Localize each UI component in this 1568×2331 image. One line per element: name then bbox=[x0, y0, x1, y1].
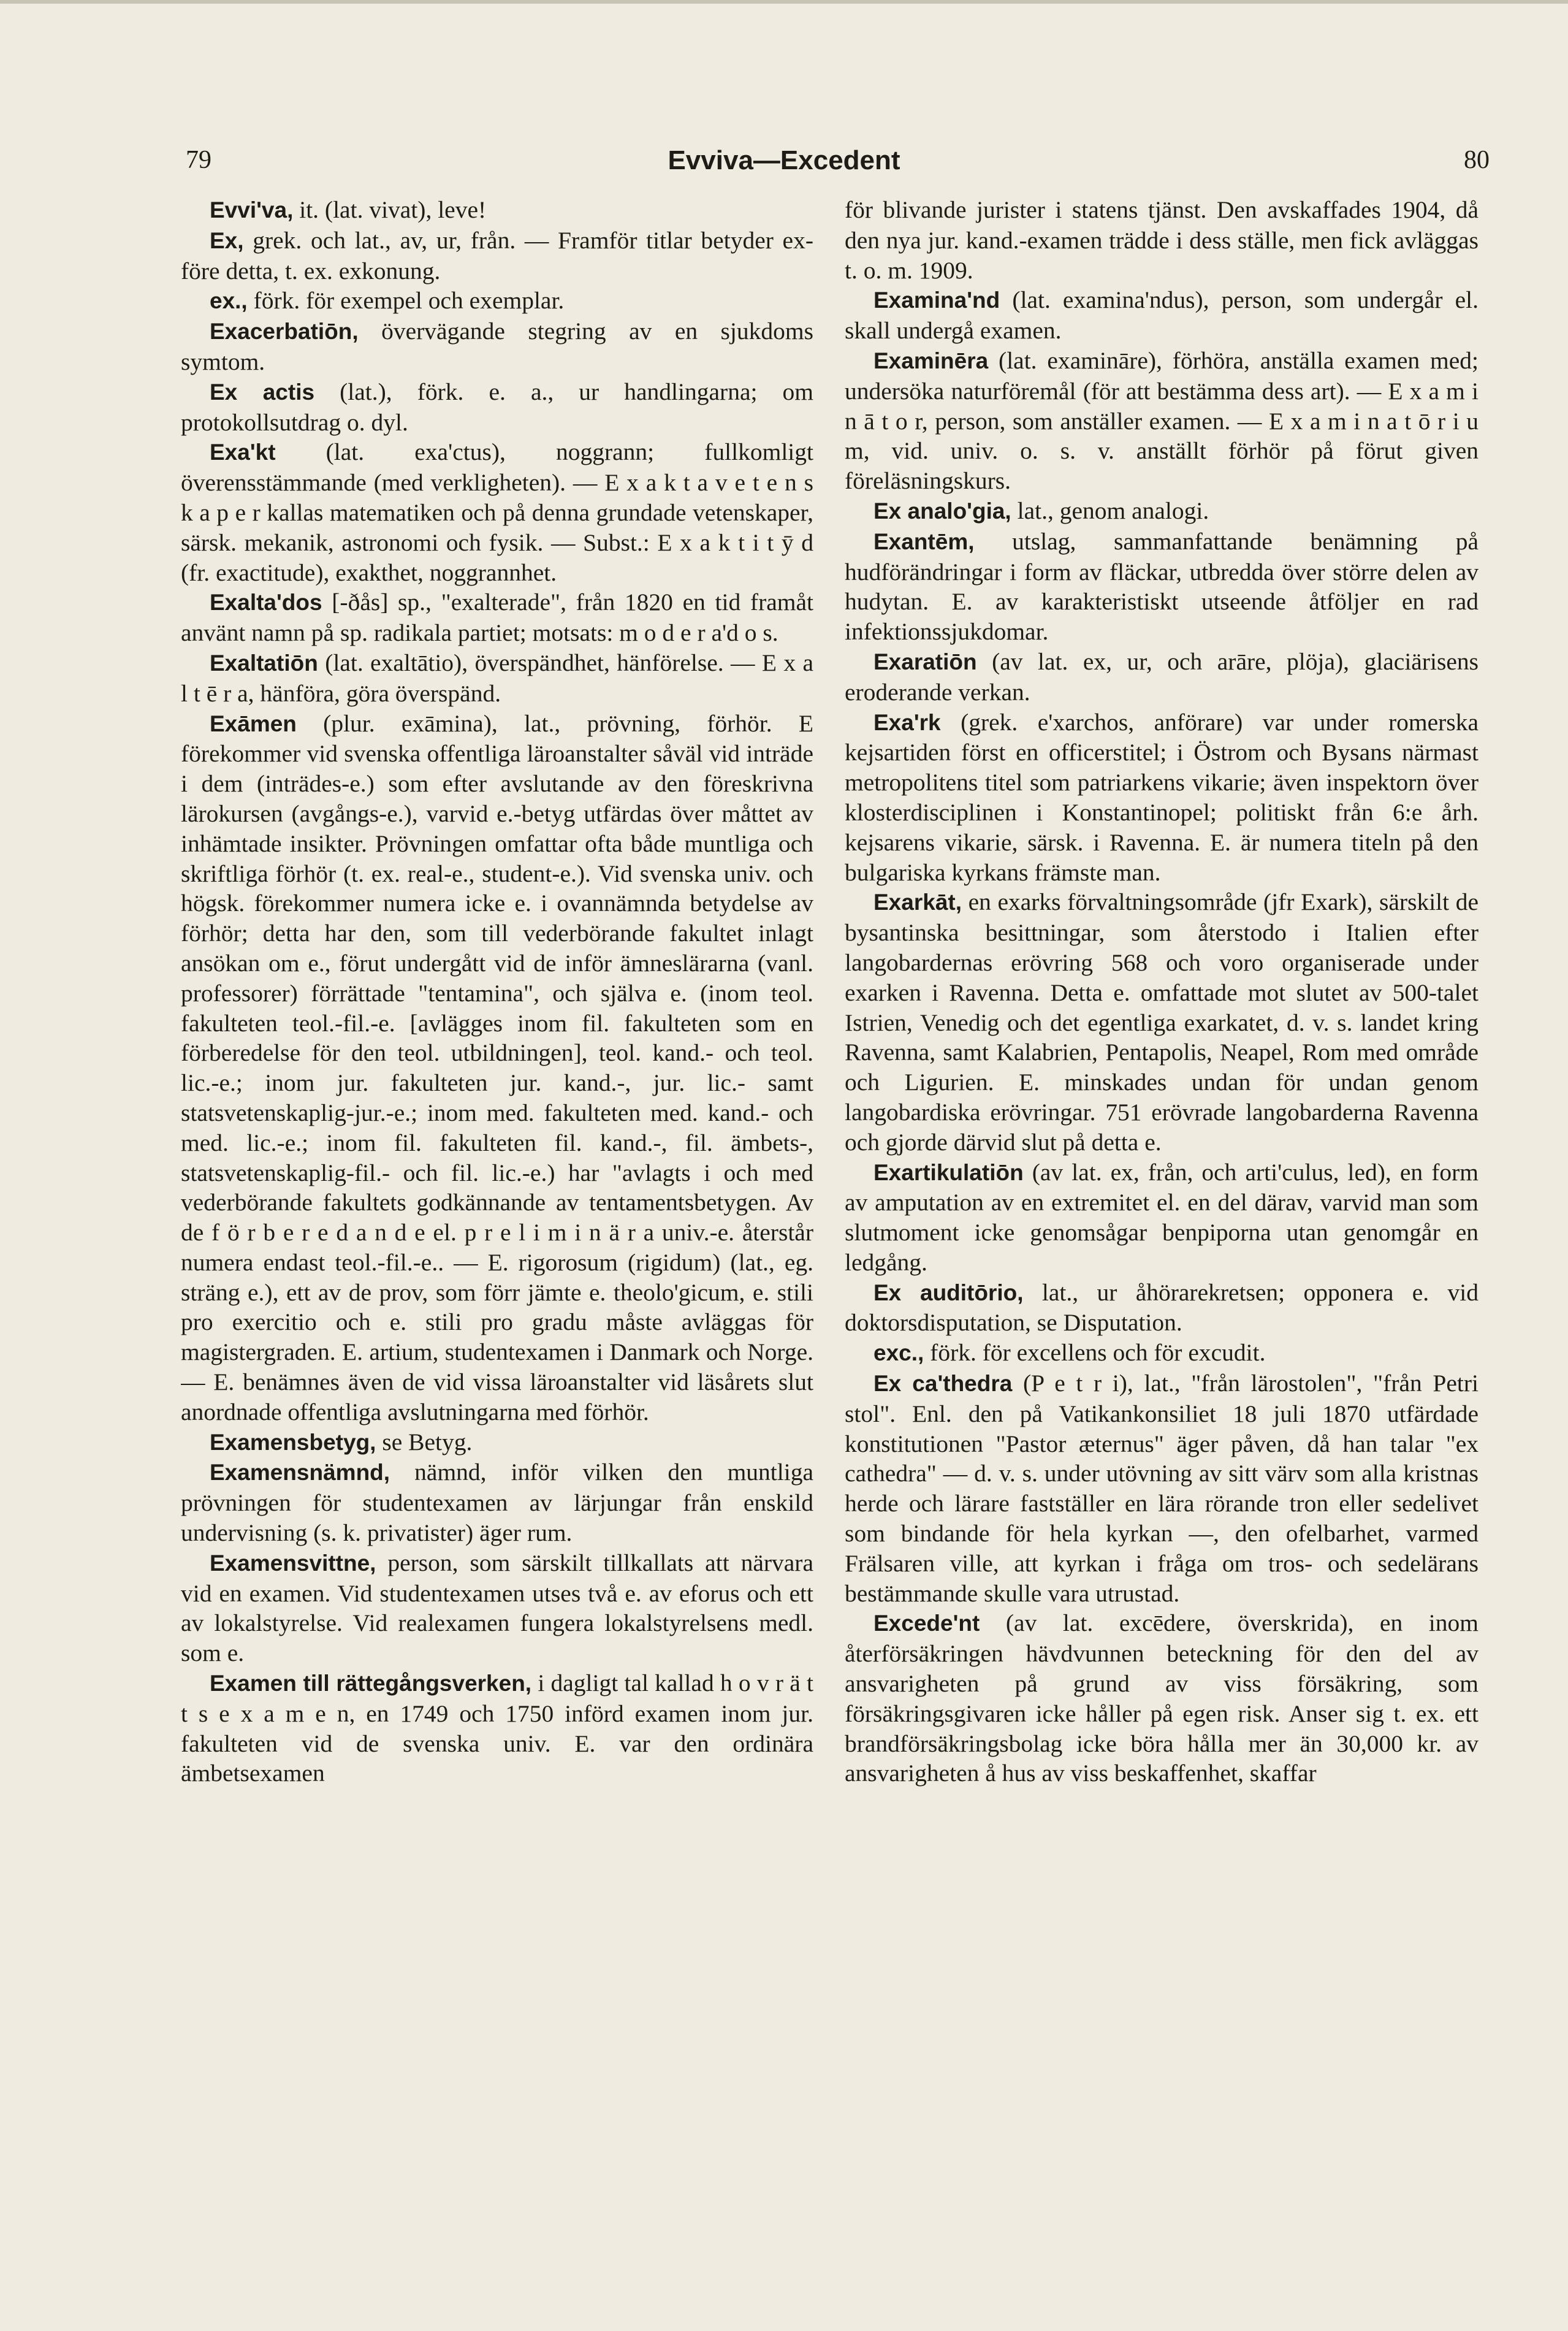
definition: utslag, sammanfattande benämning på hudförändringar i form av fläckar, utbredda över större delen av hudytan. E. av karakteristiskt utseende åtföljer en rad infektionssjukdomar. bbox=[845, 527, 1479, 646]
headword: Exacerbatiōn, bbox=[210, 319, 359, 345]
headword: Examina'nd bbox=[873, 288, 1000, 313]
definition: lat., ur åhörarekretsen; opponera e. vid doktorsdisputation, se Disputation. bbox=[845, 1278, 1479, 1337]
entry-exakt bbox=[181, 437, 813, 587]
headword: Examen till rättegångsverken, bbox=[210, 1671, 532, 1696]
headword: Exa'kt bbox=[210, 440, 276, 465]
headword: Ex actis bbox=[210, 379, 315, 405]
headword: Exantēm, bbox=[873, 528, 975, 554]
entry-examensnamnd bbox=[181, 1457, 813, 1547]
headword: Exartikulatiōn bbox=[873, 1159, 1024, 1185]
headword: Exarkāt, bbox=[873, 890, 962, 915]
entry-examensbetyg bbox=[181, 1427, 813, 1458]
definition: förk. för exempel och exemplar. bbox=[247, 287, 565, 315]
entry-examinera bbox=[845, 346, 1479, 496]
headword: Ex auditōrio, bbox=[873, 1280, 1024, 1305]
definition: i dagligt tal kallad h o v r ä t t s e x a m e n, en 1749 och 1750 införd examen inom jur. fakulteten vid de svenska univ. E. var den ordinära ämbetsexamen bbox=[181, 1669, 813, 1787]
entry-exantem bbox=[845, 527, 1479, 647]
entry-exc bbox=[845, 1338, 1479, 1368]
definition: lat., genom analogi. bbox=[1011, 497, 1209, 524]
definition: (lat. exaltātio), överspändhet, hänförelse. — E x a l t ē r a, hänföra, göra överspänd. bbox=[181, 649, 813, 707]
headword: Examensnämnd, bbox=[210, 1460, 390, 1486]
headword: Exāmen bbox=[210, 711, 297, 736]
definition: (lat.), förk. e. a., ur handlingarna; om protokollsutdrag o. dyl. bbox=[181, 378, 813, 436]
definition: (plur. exāmina), lat., prövning, förhör. E förekommer vid svenska offentliga läroanstalter såväl vid inträde i dem (inträdes-e.) som efter avslutande av den föreskrivna lärokursen (avgångs-e.), varvid e.-betyg utfärdas över måttet av inhämtade insikter. Prövningen omfattar ofta både muntliga och skriftliga förhör (t. ex. real-e., student-e.). Vid svenska univ. och högsk. förekommer numera icke e. i ovannämnda betydelse av förhör; detta har den, som till vederbörande fakultet inlagt ansökan om e., förut undergått vid de inför ämneslärarna (vanl. professorer) förrättade "tentamina", och själva e. (inom teol. fakulteten teol.-fil.-e. [avlägges inom fil. fakulteten som en förberedelse för den teol. utbildningen], teol. kand.- och teol. lic.-e.; inom jur. fakulteten jur. kand.-, jur. lic.- samt statsvetenskaplig-jur.-e.; inom med. fakulteten med. kand.- och med. lic.-e.; inom fil. fakulteten fil. kand.-, fil. ämbets-, statsvetenskaplig-fil.- och fil. lic.-e.) har "avlagts i och med vederbörande fakultets godkännande av tentamentsbetygen. Av de f ö r b e r e d a n d e el. p r e l i m i n ä r a univ.-e. återstår numera endast teol.-fil.-e.. — E. rigorosum (rigidum) (lat., eg. sträng e.), ett av de prov, som förr jämte e. theolo'gicum, e. stili pro exercitio och e. stili pro gradu måste avläggas för magistergraden. E. artium, studentexamen i Danmark och Norge. — E. benämnes även de vid vissa läroanstalter vid läsårets slut anordnade offentliga avslutningarna med förhör. bbox=[181, 709, 813, 1425]
running-head: Evviva—Excedent bbox=[668, 145, 900, 175]
left-column bbox=[181, 195, 813, 2292]
headword: Excede'nt bbox=[873, 1611, 980, 1636]
page-number-left: 79 bbox=[186, 146, 211, 174]
entry-ex-auditorio bbox=[845, 1278, 1479, 1338]
headword: Exalta'dos bbox=[210, 590, 322, 616]
headword: Ex analo'gia, bbox=[873, 498, 1011, 524]
entry-exark bbox=[845, 708, 1479, 888]
entry-exaltation bbox=[181, 648, 813, 709]
definition: (av lat. ex, från, och arti'culus, led), en form av amputation av en extremitet el. en del därav, varvid man som slutmoment icke genomsågar benpiporna utan genomgår en ledgång. bbox=[845, 1158, 1479, 1276]
definition: (grek. e'xarchos, anförare) var under romerska kejsartiden först en officerstitel; i Östrom och Bysans närmast metropolitens titel som patriarkens vikarie; även inspektorn över klosterdisciplinen i Konstantinopel; politiskt från 6:e årh. kejsarens vikarie, särsk. i Ravenna. E. är numera titeln på den bulgariska kyrkans främste man. bbox=[845, 708, 1479, 886]
entry-exartikulation bbox=[845, 1158, 1479, 1278]
top-edge-rule bbox=[0, 0, 1568, 4]
entry-continuation bbox=[845, 195, 1479, 285]
definition: (lat. examina'ndus), person, som undergår el. skall undergå examen. bbox=[845, 286, 1479, 345]
definition: (av lat. excēdere, överskrida), en inom återförsäkringen hävdvunnen beteckning för den del av ansvarigheten på grund av viss försäkring, som försäkringsgivaren icke håller på egen risk. Anser sig t. ex. ett brandförsäkringsbolag icke böra hålla mer än 30,000 kr. av ansvarigheten å hus av viss beskaffenhet, skaffar bbox=[845, 1609, 1479, 1787]
definition: för blivande jurister i statens tjänst. Den avskaffades 1904, då den nya jur. kand.-examen trädde i dess ställe, men fick avläggas t. o. m. 1909. bbox=[845, 196, 1479, 284]
headword: Exa'rk bbox=[873, 709, 941, 735]
definition: person, som särskilt tillkallats att närvara vid en examen. Vid studentexamen utses två e. av eforus och ett av lokalstyrelse. Vid realexamen fungera lokalstyrelsens medl. som e. bbox=[181, 1549, 813, 1667]
definition: nämnd, inför vilken den muntliga prövningen för studentexamen av lärjungar från enskild undervisning (s. k. privatister) äger rum. bbox=[181, 1459, 813, 1547]
entry-exaration bbox=[845, 647, 1479, 708]
entry-ex bbox=[181, 226, 813, 286]
entry-exaltados bbox=[181, 587, 813, 648]
entry-excedent bbox=[845, 1608, 1479, 1788]
definition: (lat. examināre), förhöra, anställa examen med; undersöka naturföremål (för att bestämma dess art). — E x a m i n ā t o r, person, som anställer examen. — E x a m i n a t ō r i u m, vid. univ. o. s. v. anställt förhör på förut given föreläsningskurs. bbox=[845, 346, 1479, 495]
entry-exacerbation bbox=[181, 316, 813, 377]
definition: (P e t r i), lat., "från lärostolen", "från Petri stol". Enl. den på Vatikankonsiliet 18 juli 1870 utfärdade konstitutionen "Pastor æternus" äger påven, då han talar "ex cathedra" — d. v. s. under utövning av sitt värv som alla kristnas herde och lärare fastställer en lära rörande tron eller sedelivet som bindande för hela kyrkan —, den ofelbarhet, varmed Frälsaren ville, att kyrkan i fråga om tros- och sedelärans bestämmande skulle vara utrustad. bbox=[845, 1370, 1479, 1607]
definition: grek. och lat., av, ur, från. — Framför titlar betyder ex- före detta, t. ex. exkonung. bbox=[181, 226, 813, 284]
headword: ex., bbox=[210, 288, 248, 314]
entry-ex-cathedra bbox=[845, 1368, 1479, 1608]
entry-examen-rattegangsverken bbox=[181, 1668, 813, 1788]
definition: se Betyg. bbox=[376, 1428, 473, 1455]
entry-evviva bbox=[181, 195, 813, 226]
headword: exc., bbox=[873, 1340, 924, 1366]
headword: Ex ca'thedra bbox=[873, 1371, 1013, 1397]
entry-ex-actis bbox=[181, 377, 813, 438]
entry-examen bbox=[181, 709, 813, 1427]
headword: Ex, bbox=[210, 227, 244, 253]
entry-examensvittne bbox=[181, 1548, 813, 1668]
definition: it. (lat. vivat), leve! bbox=[293, 196, 487, 223]
page-number-right: 80 bbox=[1464, 146, 1490, 174]
definition: övervägande stegring av en sjukdoms symtom. bbox=[181, 318, 813, 375]
headword: Exaltatiōn bbox=[210, 650, 318, 676]
headword: Exaratiōn bbox=[873, 649, 977, 674]
headword: Evvi'va, bbox=[210, 197, 294, 223]
definition: (av lat. ex, ur, och arāre, plöja), glaciärisens eroderande verkan. bbox=[845, 647, 1479, 706]
right-column bbox=[845, 195, 1479, 2292]
entry-examinand bbox=[845, 285, 1479, 346]
headword: Examensvittne, bbox=[210, 1550, 376, 1576]
headword: Examensbetyg, bbox=[210, 1429, 376, 1455]
definition: (lat. exa'ctus), noggrann; fullkomligt överensstämmande (med verkligheten). — E x a k t a v e t e n s k a p e r kallas matematiken och på denna grundade vetenskaper, särsk. mekanik, astronomi och fysik. — Subst.: E x a k t i t ȳ d (fr. exactitude), exakthet, noggrannhet. bbox=[181, 438, 813, 586]
definition: [-ðås] sp., "exalterade", från 1820 en tid framåt använt namn på sp. radikala partiet; motsats: m o d e r a'd o s. bbox=[181, 589, 813, 647]
definition: förk. för excellens och för excudit. bbox=[924, 1339, 1266, 1367]
entry-exarkat bbox=[845, 887, 1479, 1157]
definition: en exarks förvaltningsområde (jfr Exark), särskilt de bysantinska besittningar, som återstodo i Italien efter langobardernas erövring 568 och voro organiserade under exarken i Ravenna. Detta e. omfattade mot slutet av 500-talet Istrien, Venedig och det egentliga exarkatet, d. v. s. landet kring Ravenna, samt Kalabrien, Pentapolis, Neapel, Rom med område och Ligurien. E. minskades undan för undan genom langobardiska erövringar. 751 erövrade langobarderna Ravenna och gjorde därvid slut på detta e. bbox=[845, 888, 1479, 1156]
entry-ex-analogia bbox=[845, 496, 1479, 527]
entry-ex-abbrev bbox=[181, 286, 813, 316]
headword: Examinēra bbox=[873, 348, 989, 373]
